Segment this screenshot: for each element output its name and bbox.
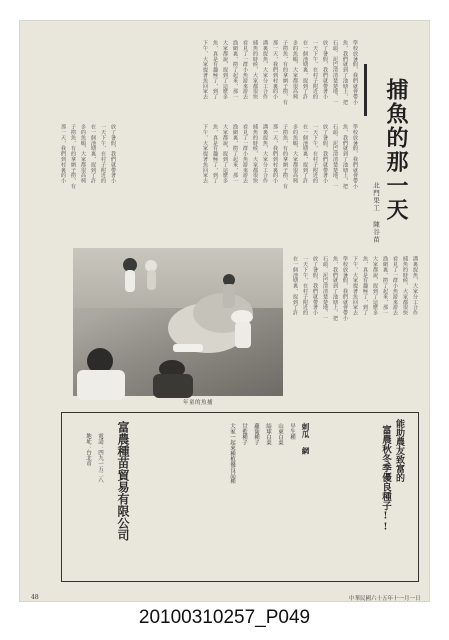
page-number: 48 — [31, 594, 39, 601]
text-column: 大家都說，捉到了這麼多 — [372, 256, 378, 316]
magazine-page — [19, 20, 430, 602]
text-column: 魚，我們就到了池塘上，把 — [342, 40, 348, 105]
ad-product: 甘藍種子 — [241, 423, 247, 445]
text-column: 溝裏捉魚，大家分工合作 — [412, 256, 418, 316]
text-column: 放了暑假，我們就帶著小 — [322, 124, 328, 184]
text-column: 漁網裏，撈了起來，那一 — [232, 124, 238, 184]
text-column: 石頭、泥巴清清楚楚地，一 — [332, 40, 338, 105]
text-column: 下午，大家提著魚回家去 — [202, 124, 208, 184]
text-column: 魚，我們就到了池塘上，把 — [342, 124, 348, 189]
text-column: 那一天，我們到村裏的小 — [60, 124, 66, 184]
ad-slogan: 大家一起來種植優良品種 — [229, 423, 235, 484]
archive-file-label: 20100310257_P049 — [138, 607, 311, 628]
text-column: 多的魚蝦，大家都很高興 — [292, 124, 298, 184]
text-column: 子撈魚，有的拿網子撈，有 — [282, 124, 288, 189]
text-column: 下午，大家提著魚回家去 — [202, 40, 208, 100]
ad-headline: 能助農友致富的 — [394, 419, 404, 482]
text-column: 魚，真是有趣極了，到了 — [212, 124, 218, 184]
ad-product: 結球白菜 — [265, 423, 271, 445]
text-column: 學校放暑假，我們就會帶小 — [352, 40, 358, 105]
ad-brand: 富農種苗貿易有限公司 — [116, 421, 130, 541]
ad-product: 剌瓜 網 — [301, 423, 310, 455]
text-column: 看見了一群小魚游來游去 — [242, 124, 248, 184]
text-column: 魚，我們就到了池塘上，把 — [332, 256, 338, 321]
ad-product: 山東白菜 — [277, 423, 283, 445]
text-column: 溝裏捉魚，大家分工合作 — [262, 40, 268, 100]
photo-caption: 年童的魚捕 — [183, 400, 214, 406]
text-column: 大家都說，捉到了這麼多 — [222, 40, 228, 100]
text-column: 那一天，我們到村裏的小 — [272, 40, 278, 100]
text-column: 多的魚蝦，大家都很高興 — [292, 40, 298, 100]
text-column: 一天下午，在村子附近的 — [100, 124, 106, 184]
text-column: 在一個池塘裏，捉到了許 — [292, 256, 298, 316]
ad-product: 蘿蔔種子 — [253, 423, 259, 445]
text-column: 放了暑假，我們就帶著小 — [312, 256, 318, 316]
ad-subheadline: 富農秋冬季優良種子!! — [380, 425, 391, 533]
text-column: 子撈魚，有的拿網子撈，有 — [70, 124, 76, 189]
text-column: 一天下午，在村子附近的 — [312, 124, 318, 184]
ad-contact: 電話：四九一五二八 — [97, 433, 103, 483]
issue-date: 中華民國六十五年十一月一日 — [349, 596, 421, 602]
text-column: 下午，大家提著魚回家去 — [352, 256, 358, 316]
title-rule — [364, 64, 367, 116]
article-title: 捕魚的那一天 — [383, 78, 409, 222]
text-column: 捕魚的時候，大家都很快 — [402, 256, 408, 316]
text-column: 魚，真是有趣極了，到了 — [362, 256, 368, 316]
text-column: 子撈魚，有的拿網子撈，有 — [282, 40, 288, 105]
text-column: 看見了一群小魚游來游去 — [242, 40, 248, 100]
text-column: 學校放暑假，我們就會帶小 — [352, 124, 358, 189]
text-column: 捕魚的時候，大家都很快 — [252, 40, 258, 100]
text-column: 大家都說，捉到了這麼多 — [222, 124, 228, 184]
ad-contact: 地址：台北市 — [85, 433, 91, 466]
text-column: 看見了一群小魚游來游去 — [392, 256, 398, 316]
text-column: 捕魚的時候，大家都很快 — [252, 124, 258, 184]
ad-product: 早生種 — [289, 423, 295, 440]
text-column: 在一個池塘裏，捉到了許 — [302, 40, 308, 100]
text-column: 在一個池塘裏，捉到了許 — [90, 124, 96, 184]
article-byline: 北門果工 陳谷苗 — [372, 182, 380, 244]
text-column: 學校放暑假，我們就會帶小 — [342, 256, 348, 321]
text-column: 石頭、泥巴清清楚楚地，一 — [322, 256, 328, 321]
text-column: 放了暑假，我們就帶著小 — [322, 40, 328, 100]
seed-advertisement — [61, 412, 419, 582]
text-column: 放了暑假，我們就帶著小 — [110, 124, 116, 184]
text-column: 在一個池塘裏，捉到了許 — [302, 124, 308, 184]
text-column: 石頭、泥巴清清楚楚地，一 — [332, 124, 338, 189]
text-column: 一天下午，在村子附近的 — [302, 256, 308, 316]
text-column: 多的魚蝦，大家都很高興 — [80, 124, 86, 184]
text-column: 漁網裏，撈了起來，那一 — [232, 40, 238, 100]
fishing-photo — [73, 248, 283, 396]
text-column: 那一天，我們到村裏的小 — [272, 124, 278, 184]
text-column: 漁網裏，撈了起來，那一 — [382, 256, 388, 316]
text-column: 一天下午，在村子附近的 — [312, 40, 318, 100]
text-column: 魚，真是有趣極了，到了 — [212, 40, 218, 100]
text-column: 溝裏捉魚，大家分工合作 — [262, 124, 268, 184]
